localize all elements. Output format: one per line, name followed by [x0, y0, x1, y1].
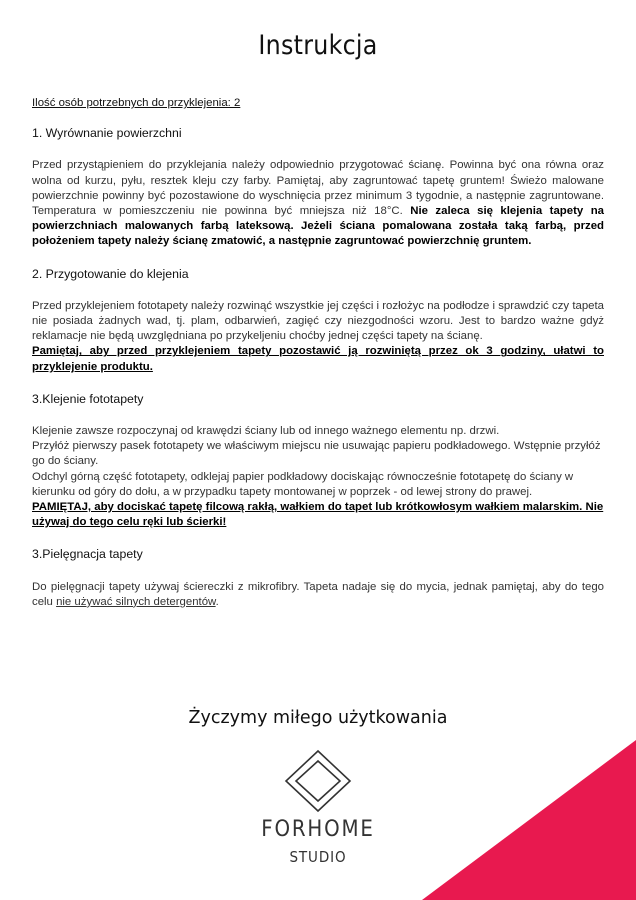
section-heading-surface: 1. Wyrównanie powierzchni	[32, 126, 182, 141]
section-heading-care: 3.Pielęgnacja tapety	[32, 547, 143, 562]
people-count-line: Ilość osób potrzebnych do przyklejenia: 2	[32, 97, 241, 109]
section-text-surface	[32, 158, 604, 249]
section-text-gluing	[32, 424, 604, 530]
diamond-logo-icon	[282, 748, 354, 814]
care-end: .	[215, 595, 219, 608]
surface-text: Przed przystąpieniem do przyklejania należy odpowiednio przygotować ścianę. Powinna być ona równa oraz wolna od kurzu, pyłu, resztek kleju czy farby. Pamiętaj, aby zagruntować tapetę gruntem! Świeżo malowane powierzchnie powinny być pozostawione do wyschnięcia przez minimum 3 tygodnie, a następnie zagruntowane. Temperatura w pomieszczeniu nie powinna być mniejsza niż 18°C.	[32, 159, 604, 218]
care-underline: nie używać silnych detergentów	[56, 595, 216, 608]
brand-subtitle: STUDIO	[289, 848, 347, 866]
gluing-line-3: Odchyl górną część fototapety, odklejaj papier podkładowy dociskając równocześnie fototapetę do ściany w kierunku od góry do dołu, a w przypadku tapety montowanej w poprzek - od lewej strony do prawej.	[32, 470, 574, 498]
preparation-text: Przed przyklejeniem fototapety należy rozwinąć wszystkie jej części i rozłożyc na podłodze i sprawdzić czy tapeta nie posiada żadnych wad, tj. plam, odbarwień, zagięć czy niezgodności wzoru. Jest to bardzo ważne gdyż reklamacje nie będą uwzględniana po przykeljeniu choćby jednej części tapety na ścianę.	[32, 299, 604, 343]
closing-message: Życzymy miłego użytkowania	[188, 708, 448, 728]
section-text-care	[32, 580, 604, 610]
surface-warning: Nie zaleca się klejenia tapety na powierzchniach malowanych farbą lateksową. Jeżeli ściana pomalowana została taką farbą, przed położeniem tapety należy ścianę zmatowić, a następnie zagruntować powierzchnię gruntem.	[32, 205, 604, 248]
section-heading-preparation: 2. Przygotowanie do klejenia	[32, 266, 189, 281]
gluing-line-2: Przyłóż pierwszy pasek fototapety we właściwym miejscu nie usuwając papieru podkładowego. Wstępnie przyłóż go do ściany.	[32, 440, 601, 468]
instruction-content	[32, 96, 604, 627]
preparation-warning: Pamiętaj, aby przed przyklejeniem tapety pozostawić ją rozwiniętą przez ok 3 godziny, ułatwi to przyklejenie produktu.	[32, 345, 604, 373]
page-title: Instrukcja	[258, 30, 378, 61]
section-heading-gluing: 3.Klejenie fototapety	[32, 391, 144, 406]
gluing-line-1: Klejenie zawsze rozpoczynaj od krawędzi ściany lub od innego ważnego elementu np. drzwi.	[32, 425, 500, 438]
section-text-preparation	[32, 299, 604, 375]
gluing-warning: PAMIĘTAJ, aby dociskać tapetę filcową rakłą, wałkiem do tapet lub krótkowłosym wałkiem malarskim. Nie używaj do tego celu ręki lub ścierki!	[32, 501, 604, 529]
brand-name: FORHOME	[261, 817, 375, 842]
care-text: Do pielęgnacji tapety używaj ściereczki z mikrofibry. Tapeta nadaje się do mycia, jednak pamiętaj, aby do tego celu	[32, 580, 604, 608]
